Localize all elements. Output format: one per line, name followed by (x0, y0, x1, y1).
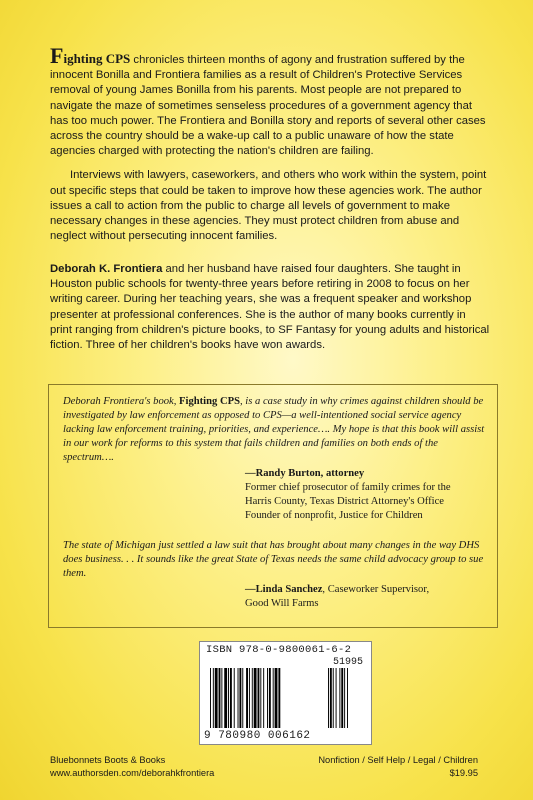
barcode-digits: 9 780980 006162 (204, 730, 311, 742)
blurb-paragraph-2: Interviews with lawyers, caseworkers, and others who work within the system, point out specific steps that could be taken to improve how these agencies work. The author issues a call to action from the public to charge all levels of government to make necessary changes in these agencies. They must protect children from abuse and neglect without persecuting innocent families. (50, 169, 487, 243)
author-name: Deborah K. Frontiera (50, 263, 163, 275)
endorsement-attribution-2 (245, 583, 485, 611)
quote-1-text-before: Deborah Frontiera's book, (63, 396, 180, 407)
title-dropcap: F (50, 43, 64, 68)
endorser-org-2: Good Will Farms (245, 598, 319, 609)
endorser-name-1: —Randy Burton, attorney (245, 468, 365, 479)
category-price (318, 754, 478, 780)
book-title: ighting CPS (63, 51, 131, 66)
price-label: $19.95 (449, 768, 478, 778)
back-cover-blurb (50, 43, 490, 253)
isbn-barcode (199, 641, 372, 745)
ean-bars (210, 668, 280, 728)
endorsements-box (48, 384, 498, 628)
publisher-name: Bluebonnets Boots & Books (50, 755, 166, 765)
price-addon-digits: 51995 (332, 657, 363, 668)
endorser-name-2: —Linda Sanchez (245, 584, 323, 595)
endorsement-quote-1 (63, 395, 485, 465)
endorser-title-line: Founder of nonprofit, Justice for Children (245, 510, 423, 521)
quote-1-text-after: , is a case study in why crimes against children should be investigated by law enforcement as opposed to CPS—a well-intentioned social service agency lacking law enforcement training, priorities, and experience…. My hope is that this book will assist in our work for reforms to this system that fails children and families on both ends of the spectrum…. (63, 396, 485, 463)
publisher-website: www.authorsden.com/deborahkfrontiera (50, 768, 215, 778)
isbn-label: ISBN 978-0-9800061-6-2 (206, 644, 352, 656)
endorser-title-line: Harris County, Texas District Attorney's Office (245, 496, 444, 507)
endorser-title-line: Former chief prosecutor of family crimes for the (245, 482, 451, 493)
author-bio-text: and her husband have raised four daughters. She taught in Houston public schools for twenty-three years before retiring in 2008 to focus on her writing career. During her teaching years, she was a frequent speaker and workshop presenter at professional conferences. She is the author of many books currently in print ranging from children's picture books, to SF Fantasy for young adults and historical fiction. Three of her children's books have won awards. (50, 263, 490, 352)
blurb-text-1: chronicles thirteen months of agony and frustration suffered by the innocent Bonilla and Frontiera families as a result of Children's Protective Services removal of young James Bonilla from his parents. Most people are not prepared to navigate the maze of sometimes senseless procedures of a government agency that has too much power. The Frontiera and Bonilla story and reports of several other cases across the country should be a wake-up call to a public unaware of how the state agencies charged with protecting the nation's children are failing. (50, 54, 486, 158)
publisher-info (50, 754, 214, 780)
author-bio (50, 262, 490, 353)
endorsement-attribution-1 (245, 467, 485, 523)
barcode-bars (210, 668, 365, 728)
quote-1-book-title: Fighting CPS (179, 396, 240, 407)
blurb-paragraph-1 (50, 43, 490, 159)
endorser-role-2: , Caseworker Supervisor, (322, 584, 430, 595)
category-label: Nonfiction / Self Help / Legal / Children (318, 755, 478, 765)
addon-bars (328, 668, 348, 728)
endorsement-quote-2: The state of Michigan just settled a law suit that has brought about many changes in the way DHS does business. . . It sounds like the great State of Texas needs the same child advocacy group to sue them. (63, 540, 484, 579)
